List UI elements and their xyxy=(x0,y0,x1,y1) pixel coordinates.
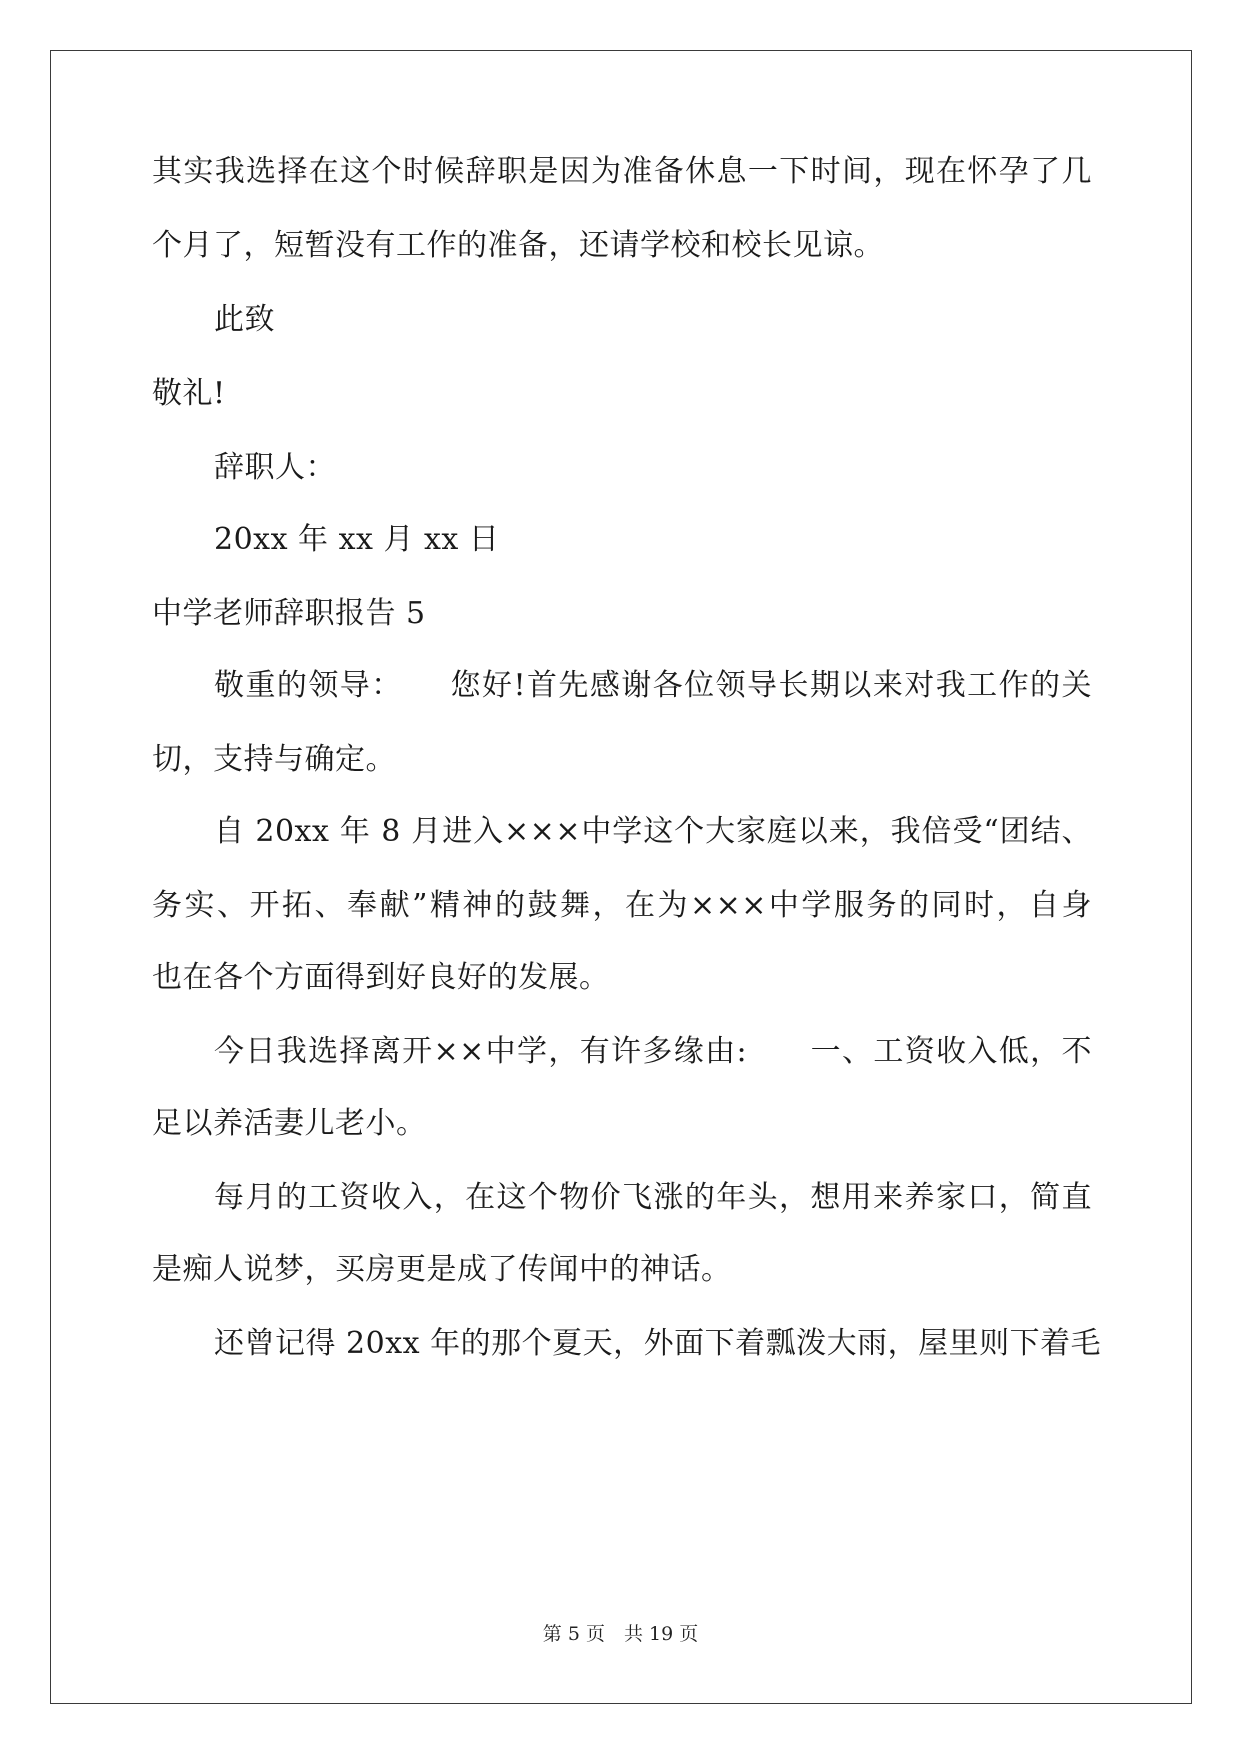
page-frame xyxy=(50,50,1192,1704)
section-title: 中学老师辞职报告 5 xyxy=(152,596,426,631)
text-line: 是痴人说梦，买房更是成了传闻中的神话。 xyxy=(152,1252,732,1287)
text-line: 足以养活妻儿老小。 xyxy=(152,1106,427,1141)
date-line: 20xx 年 xx 月 xx 日 xyxy=(214,522,500,557)
text-line: 也在各个方面得到好良好的发展。 xyxy=(152,960,610,995)
text-line: 切，支持与确定。 xyxy=(152,742,396,777)
text-line: 今日我选择离开××中学，有许多缘由: 一、工资收入低，不 xyxy=(214,1034,1092,1069)
closing-phrase: 此致 xyxy=(214,302,275,337)
text-line: 敬重的领导： 您好!首先感谢各位领导长期以来对我工作的关 xyxy=(214,668,1092,703)
text-line: 每月的工资收入，在这个物价飞涨的年头，想用来养家口，简直 xyxy=(214,1180,1092,1215)
page-number: 第 5 页 共 19 页 xyxy=(542,1623,699,1645)
text-line: 其实我选择在这个时候辞职是因为准备休息一下时间，现在怀孕了几 xyxy=(152,154,1092,189)
text-line: 务实、开拓、奉献”精神的鼓舞，在为×××中学服务的同时，自身 xyxy=(152,888,1092,923)
text-line: 自 20xx 年 8 月进入×××中学这个大家庭以来，我倍受“团结、 xyxy=(214,814,1092,849)
salutation: 敬礼! xyxy=(152,376,226,411)
text-line: 还曾记得 20xx 年的那个夏天，外面下着瓢泼大雨，屋里则下着毛 xyxy=(214,1326,1102,1361)
signature-label: 辞职人： xyxy=(214,450,336,485)
text-line: 个月了，短暂没有工作的准备，还请学校和校长见谅。 xyxy=(152,228,884,263)
